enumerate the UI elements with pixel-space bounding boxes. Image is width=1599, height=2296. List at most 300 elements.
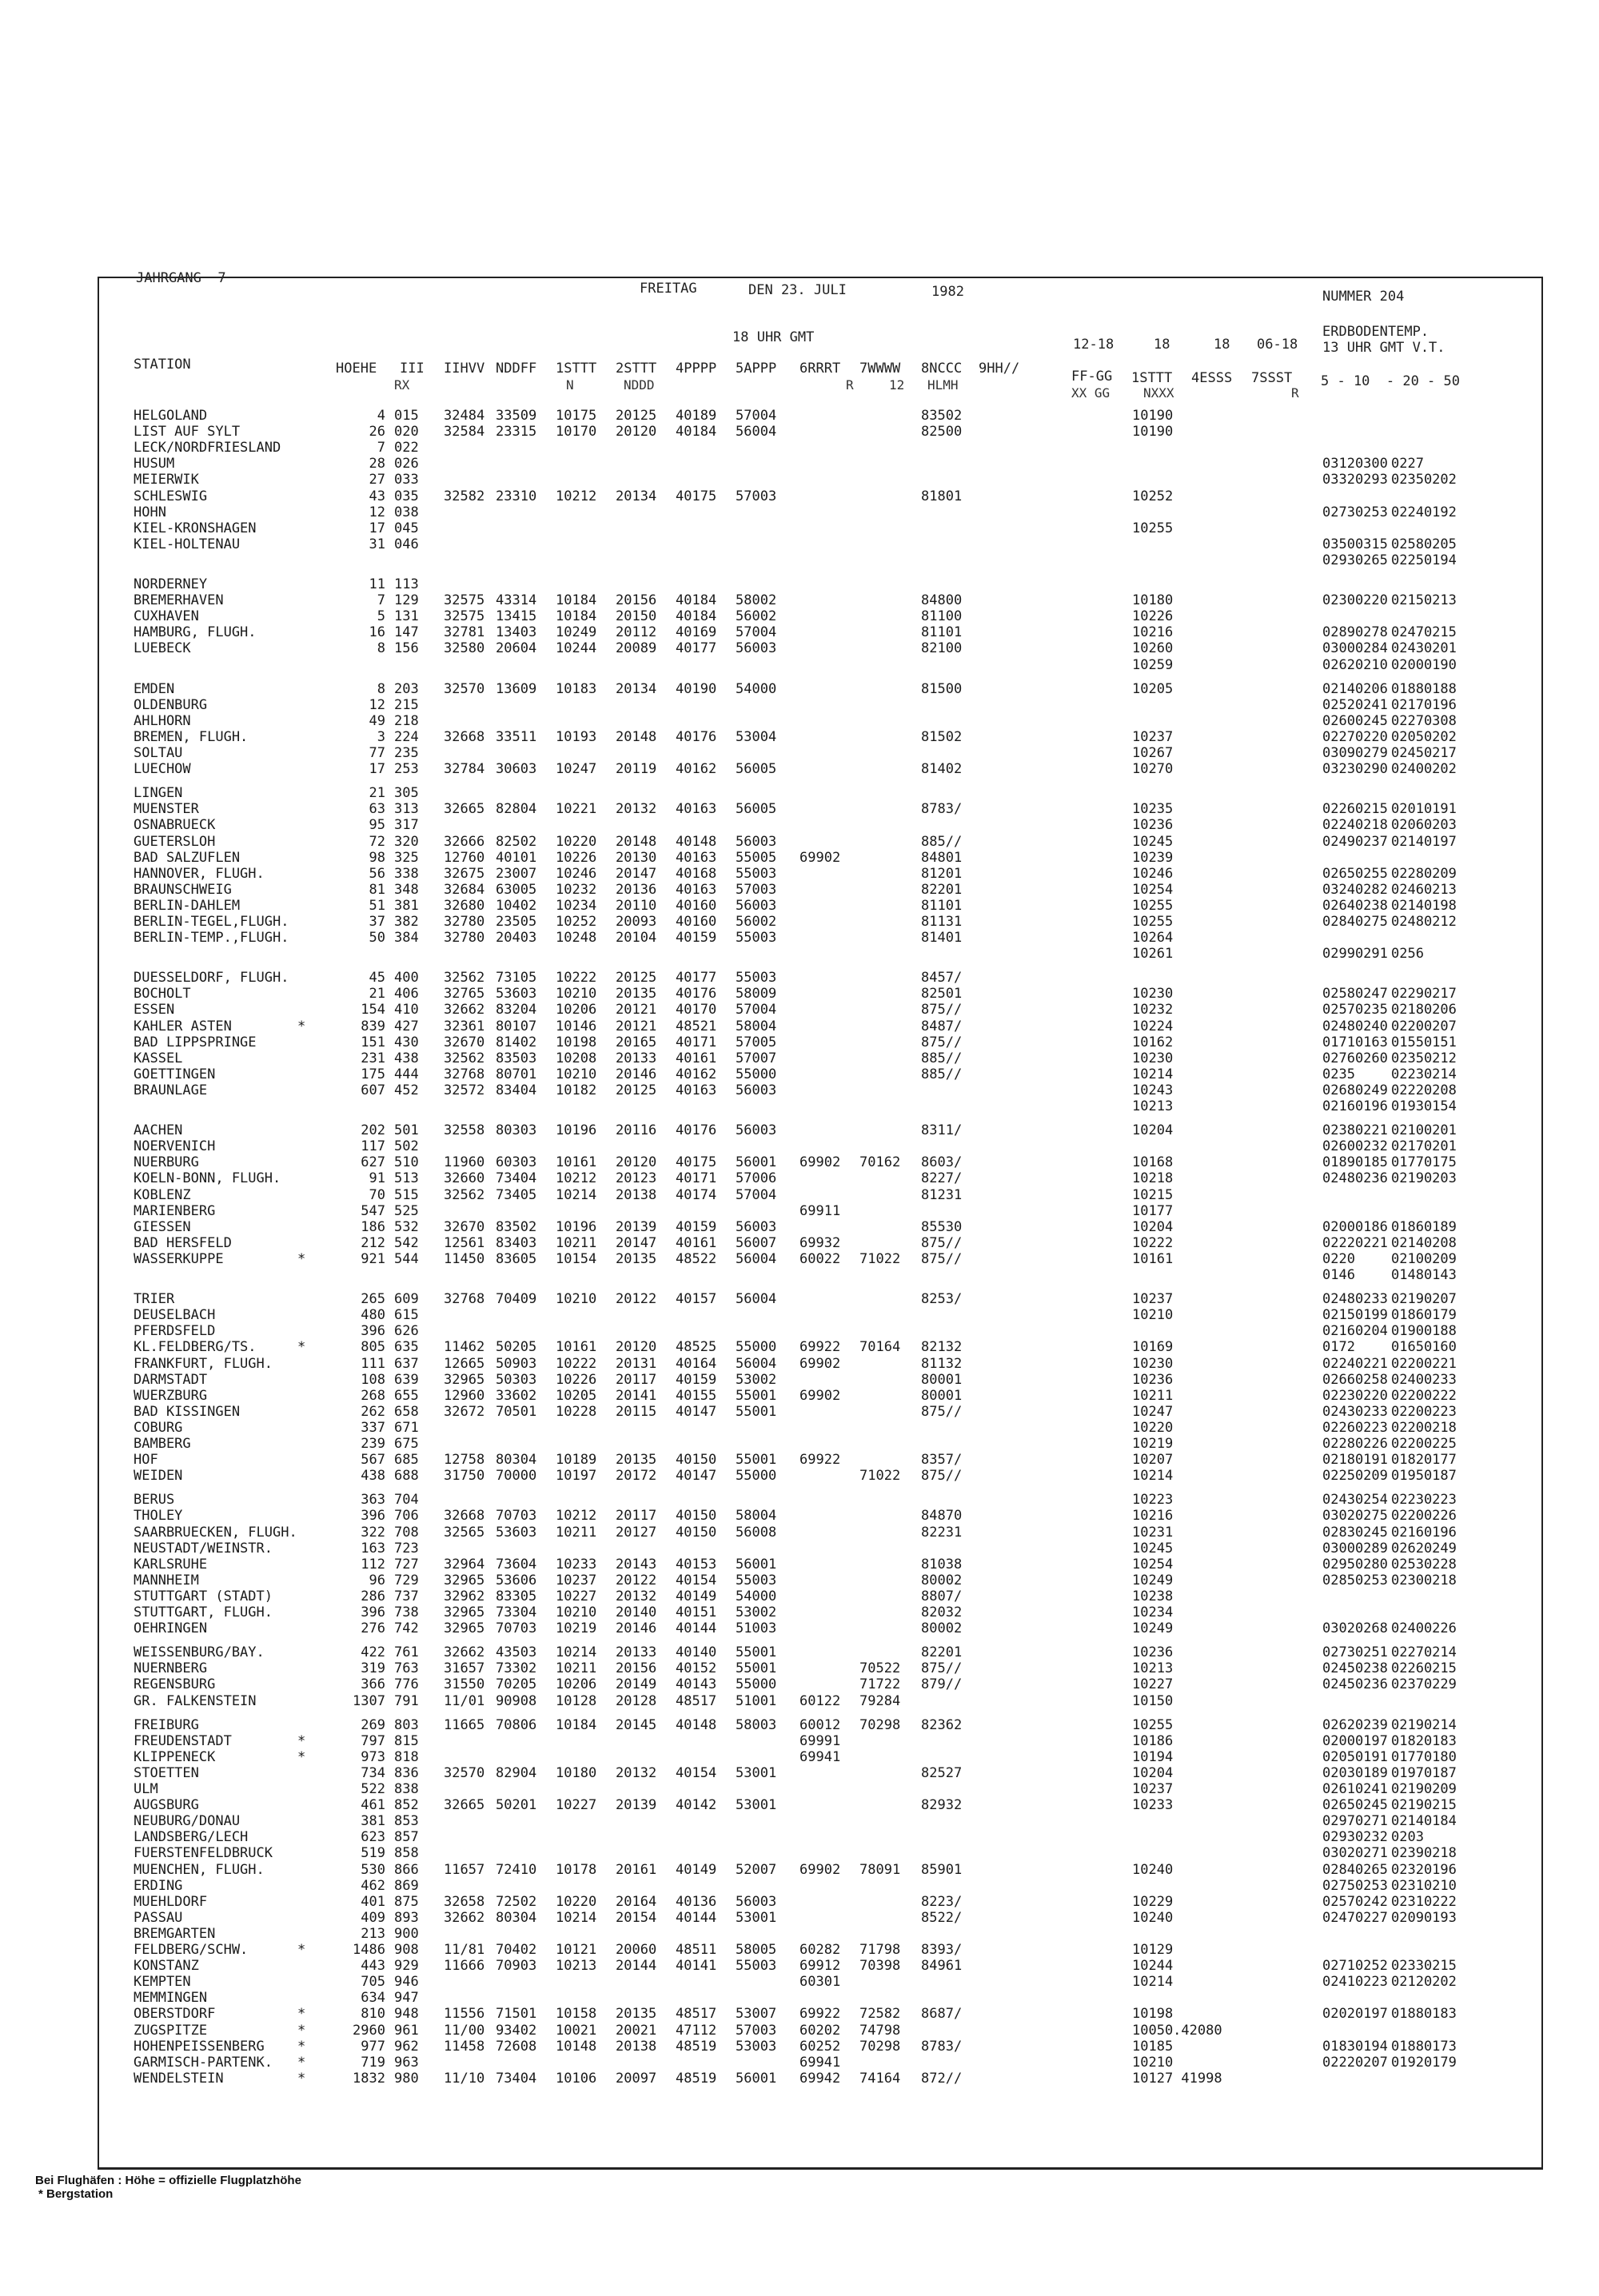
cell-value: 01880173 <box>1391 2039 1457 2055</box>
cell-value: 10218 <box>1132 1170 1174 1186</box>
cell-value: 55003 <box>736 930 777 946</box>
cell-value: 55000 <box>736 1339 777 1355</box>
cell-value: 56002 <box>736 914 777 930</box>
cell-value: 515 <box>394 1187 419 1203</box>
cell-hoehe: 81 <box>369 882 385 898</box>
cell-value: 55003 <box>736 1573 777 1588</box>
cell-value: 885// <box>921 1066 963 1082</box>
cell-value: 235 <box>394 745 419 761</box>
table-row <box>0 882 1599 898</box>
cell-value: 671 <box>394 1420 419 1436</box>
cell-station: PFERDSFELD <box>134 1323 216 1339</box>
cell-value: 03090279 <box>1322 745 1388 761</box>
table-row <box>0 504 1599 520</box>
cell-value: 10216 <box>1132 624 1174 640</box>
cell-value: 020 <box>394 424 419 440</box>
cell-station: KLIPPENECK <box>134 1749 216 1765</box>
table-row <box>0 424 1599 440</box>
cell-station: EMDEN <box>134 681 175 697</box>
cell-hoehe: 56 <box>369 866 385 882</box>
cell-station: BERLIN-TEGEL,FLUGH. <box>134 914 289 930</box>
cell-value: 02260215 <box>1322 801 1388 817</box>
cell-value: 20112 <box>616 624 657 640</box>
cell-value: 82804 <box>496 801 537 817</box>
cell-value: 20116 <box>616 1122 657 1138</box>
cell-value: 20133 <box>616 1050 657 1066</box>
cell-value: 02570235 <box>1322 1002 1388 1018</box>
cell-value: 10185 <box>1132 2039 1174 2055</box>
col-xx-gg: XX GG <box>1071 385 1111 401</box>
cell-station: BRAUNLAGE <box>134 1082 208 1098</box>
cell-value: 20110 <box>616 898 657 914</box>
cell-hoehe: 337 <box>361 1420 385 1436</box>
cell-value: 875// <box>921 1404 963 1420</box>
cell-value: 02240192 <box>1391 504 1457 520</box>
cell-value: 305 <box>394 785 419 801</box>
cell-value: 81502 <box>921 729 963 745</box>
cell-value: 10234 <box>556 898 597 914</box>
cell-value: 10249 <box>1132 1573 1174 1588</box>
cell-value: 03000284 <box>1322 640 1388 656</box>
cell-value: 10252 <box>556 914 597 930</box>
cell-value: 40144 <box>676 1910 717 1926</box>
time-label: 18 UHR GMT <box>732 329 815 345</box>
cell-value: 10252 <box>1132 488 1174 504</box>
cell-station: KOBLENZ <box>134 1187 191 1203</box>
cell-value: 10127 41998 <box>1132 2071 1222 2087</box>
cell-value: 32668 <box>444 729 485 745</box>
cell-value: 32484 <box>444 408 485 424</box>
cell-station: BOCHOLT <box>134 986 191 1002</box>
cell-value: 02580247 <box>1322 986 1388 1002</box>
table-row <box>0 817 1599 833</box>
cell-value: 84801 <box>921 850 963 866</box>
cell-value: 02470227 <box>1322 1910 1388 1926</box>
cell-value: 69911 <box>800 1203 841 1219</box>
cell-value: 10245 <box>1132 834 1174 850</box>
cell-value: 10233 <box>556 1557 597 1573</box>
cell-hoehe: 805 <box>361 1339 385 1355</box>
cell-value: 70000 <box>496 1468 537 1484</box>
table-row <box>0 624 1599 640</box>
table-row <box>0 785 1599 801</box>
col-nxxx: NXXX <box>1143 385 1174 401</box>
cell-value: 02480236 <box>1322 1170 1388 1186</box>
cell-hoehe: 401 <box>361 1894 385 1910</box>
cell-value: 615 <box>394 1307 419 1323</box>
cell-value: 20145 <box>616 1717 657 1733</box>
table-row <box>0 697 1599 713</box>
cell-value: 10210 <box>556 1604 597 1620</box>
cell-value: 83503 <box>496 1050 537 1066</box>
table-row <box>0 408 1599 424</box>
cell-value: 32670 <box>444 1034 485 1050</box>
cell-value: 313 <box>394 801 419 817</box>
col-06-18: 06-18 <box>1257 337 1298 353</box>
cell-value: 10205 <box>1132 681 1174 697</box>
cell-value: 10212 <box>556 1508 597 1524</box>
cell-hoehe: 319 <box>361 1660 385 1676</box>
cell-value: 32765 <box>444 986 485 1002</box>
cell-station: OEHRINGEN <box>134 1620 208 1636</box>
cell-value: 8522/ <box>921 1910 963 1926</box>
cell-value: 11960 <box>444 1154 485 1170</box>
cell-value: 48517 <box>676 1693 717 1709</box>
cell-value: 02200218 <box>1391 1420 1457 1436</box>
cell-value: 12758 <box>444 1452 485 1468</box>
cell-value: 69932 <box>800 1235 841 1251</box>
cell-value: 20156 <box>616 1660 657 1676</box>
cell-value: 32658 <box>444 1894 485 1910</box>
cell-value: 20021 <box>616 2023 657 2039</box>
table-row <box>0 1251 1599 1267</box>
cell-station: MUEHLDORF <box>134 1894 208 1910</box>
cell-value: 72608 <box>496 2039 537 2055</box>
cell-value: 32662 <box>444 1002 485 1018</box>
cell-value: 32558 <box>444 1122 485 1138</box>
table-row <box>0 1557 1599 1573</box>
table-row <box>0 1926 1599 1942</box>
cell-value: 875// <box>921 1660 963 1676</box>
cell-hoehe: 839 <box>361 1018 385 1034</box>
table-row <box>0 914 1599 930</box>
cell-value: 427 <box>394 1018 419 1034</box>
cell-value: 10226 <box>1132 608 1174 624</box>
cell-station: SCHLESWIG <box>134 488 208 504</box>
cell-station: ERDING <box>134 1878 183 1894</box>
cell-value: 80107 <box>496 1018 537 1034</box>
cell-value: 53603 <box>496 986 537 1002</box>
cell-hoehe: 810 <box>361 2006 385 2022</box>
cell-value: 40151 <box>676 1604 717 1620</box>
cell-value: 723 <box>394 1541 419 1557</box>
cell-value: 32662 <box>444 1644 485 1660</box>
cell-value: 02450236 <box>1322 1676 1388 1692</box>
col-hoehe: HOEHE <box>336 361 377 377</box>
table-row <box>0 1066 1599 1082</box>
mountain-station-marker: * <box>297 1942 306 1958</box>
cell-value: 55003 <box>736 866 777 882</box>
cell-hoehe: 212 <box>361 1235 385 1251</box>
cell-value: 02260215 <box>1391 1660 1457 1676</box>
cell-value: 11/81 <box>444 1942 485 1958</box>
cell-value: 203 <box>394 681 419 697</box>
cell-value: 02190215 <box>1391 1797 1457 1813</box>
cell-value: 32565 <box>444 1525 485 1541</box>
table-row <box>0 1170 1599 1186</box>
cell-value: 81132 <box>921 1356 963 1372</box>
cell-value: 400 <box>394 970 419 986</box>
cell-value: 10180 <box>556 1765 597 1781</box>
cell-value: 40176 <box>676 1122 717 1138</box>
cell-value: 02050191 <box>1322 1749 1388 1765</box>
cell-value: 40184 <box>676 608 717 624</box>
cell-value: 02950280 <box>1322 1557 1388 1573</box>
table-row <box>0 729 1599 745</box>
cell-value: 10204 <box>1132 1122 1174 1138</box>
cell-value: 23310 <box>496 488 537 504</box>
year-label: 1982 <box>931 284 964 300</box>
cell-value: 80001 <box>921 1388 963 1404</box>
cell-value: 10214 <box>1132 1468 1174 1484</box>
table-row <box>0 552 1599 568</box>
cell-station: KIEL-HOLTENAU <box>134 536 241 552</box>
cell-value: 02580205 <box>1391 536 1457 552</box>
cell-value: 57003 <box>736 882 777 898</box>
cell-value: 02140184 <box>1391 1813 1457 1829</box>
cell-value: 10222 <box>556 1356 597 1372</box>
cell-value: 73604 <box>496 1557 537 1573</box>
cell-value: 8457/ <box>921 970 963 986</box>
cell-value: 045 <box>394 520 419 536</box>
cell-value: 01860189 <box>1391 1219 1457 1235</box>
cell-value: 0172 <box>1322 1339 1355 1355</box>
cell-hoehe: 366 <box>361 1676 385 1692</box>
cell-station: NEUSTADT/WEINSTR. <box>134 1541 273 1557</box>
cell-hoehe: 381 <box>361 1813 385 1829</box>
cell-value: 02840265 <box>1322 1862 1388 1878</box>
cell-value: 57003 <box>736 2023 777 2039</box>
cell-value: 40189 <box>676 408 717 424</box>
cell-value: 40148 <box>676 1717 717 1733</box>
cell-value: 83403 <box>496 1235 537 1251</box>
cell-value: 69922 <box>800 1339 841 1355</box>
table-row <box>0 1910 1599 1926</box>
cell-value: 40163 <box>676 1082 717 1098</box>
cell-value: 40175 <box>676 1154 717 1170</box>
cell-value: 02270220 <box>1322 729 1388 745</box>
cell-value: 10214 <box>556 1187 597 1203</box>
cell-hoehe: 519 <box>361 1845 385 1861</box>
cell-value: 10154 <box>556 1251 597 1267</box>
cell-value: 113 <box>394 576 419 592</box>
table-row <box>0 1492 1599 1508</box>
cell-value: 81201 <box>921 866 963 882</box>
cell-hoehe: 108 <box>361 1372 385 1388</box>
cell-value: 32780 <box>444 914 485 930</box>
table-row <box>0 1693 1599 1709</box>
cell-value: 32768 <box>444 1291 485 1307</box>
cell-value: 10249 <box>1132 1620 1174 1636</box>
cell-value: 80701 <box>496 1066 537 1082</box>
cell-station: AACHEN <box>134 1122 183 1138</box>
table-row <box>0 834 1599 850</box>
cell-value: 763 <box>394 1660 419 1676</box>
cell-value: 02220221 <box>1322 1235 1388 1251</box>
table-row <box>0 1862 1599 1878</box>
cell-value: 70402 <box>496 1942 537 1958</box>
cell-hoehe: 363 <box>361 1492 385 1508</box>
cell-hoehe: 567 <box>361 1452 385 1468</box>
cell-value: 818 <box>394 1749 419 1765</box>
cell-value: 10180 <box>1132 592 1174 608</box>
cell-value: 02650245 <box>1322 1797 1388 1813</box>
cell-value: 48517 <box>676 2006 717 2022</box>
cell-value: 900 <box>394 1926 419 1942</box>
cell-value: 10238 <box>1132 1588 1174 1604</box>
cell-value: 70164 <box>859 1339 901 1355</box>
cell-value: 48519 <box>676 2039 717 2055</box>
cell-value: 20403 <box>496 930 537 946</box>
cell-value: 40154 <box>676 1573 717 1588</box>
col-station: STATION <box>134 357 191 373</box>
cell-value: 20135 <box>616 1251 657 1267</box>
cell-value: 83502 <box>496 1219 537 1235</box>
cell-station: LINGEN <box>134 785 183 801</box>
cell-value: 40190 <box>676 681 717 697</box>
table-row <box>0 1235 1599 1251</box>
cell-value: 40140 <box>676 1644 717 1660</box>
cell-hoehe: 231 <box>361 1050 385 1066</box>
table-row <box>0 1154 1599 1170</box>
cell-value: 11665 <box>444 1717 485 1733</box>
cell-value: 20144 <box>616 1958 657 1974</box>
mountain-station-marker: * <box>297 2023 306 2039</box>
cell-value: 20127 <box>616 1525 657 1541</box>
table-row <box>0 1219 1599 1235</box>
cell-value: 71501 <box>496 2006 537 2022</box>
cell-hoehe: 322 <box>361 1525 385 1541</box>
cell-value: 20128 <box>616 1693 657 1709</box>
cell-value: 708 <box>394 1525 419 1541</box>
cell-value: 20120 <box>616 424 657 440</box>
table-row <box>0 536 1599 552</box>
cell-value: 02000197 <box>1322 1733 1388 1749</box>
cell-value: 01820183 <box>1391 1733 1457 1749</box>
cell-value: 12760 <box>444 850 485 866</box>
cell-value: 82032 <box>921 1604 963 1620</box>
cell-value: 02250194 <box>1391 552 1457 568</box>
cell-station: LIST AUF SYLT <box>134 424 241 440</box>
cell-value: 81038 <box>921 1557 963 1573</box>
cell-value: 02180206 <box>1391 1002 1457 1018</box>
cell-value: 875// <box>921 1251 963 1267</box>
cell-value: 742 <box>394 1620 419 1636</box>
cell-value: 01650160 <box>1391 1339 1457 1355</box>
cell-value: 02570242 <box>1322 1894 1388 1910</box>
cell-value: 56004 <box>736 424 777 440</box>
cell-value: 58002 <box>736 592 777 608</box>
cell-value: 20121 <box>616 1002 657 1018</box>
cell-value: 32582 <box>444 488 485 504</box>
cell-value: 55000 <box>736 1676 777 1692</box>
cell-value: 83305 <box>496 1588 537 1604</box>
table-row <box>0 1203 1599 1219</box>
cell-value: 10204 <box>1132 1765 1174 1781</box>
cell-value: 69942 <box>800 2071 841 2087</box>
cell-station: MANNHEIM <box>134 1573 199 1588</box>
cell-station: KONSTANZ <box>134 1958 199 1974</box>
cell-value: 544 <box>394 1251 419 1267</box>
cell-value: 10186 <box>1132 1733 1174 1749</box>
col-r2: R <box>1291 385 1299 401</box>
cell-value: 02230220 <box>1322 1388 1388 1404</box>
cell-value: 02620239 <box>1322 1717 1388 1733</box>
table-row <box>0 2071 1599 2087</box>
cell-value: 70398 <box>859 1958 901 1974</box>
cell-value: 69922 <box>800 1452 841 1468</box>
table-row <box>0 440 1599 456</box>
cell-value: 10194 <box>1132 1749 1174 1765</box>
cell-hoehe: 43 <box>369 488 385 504</box>
cell-value: 10267 <box>1132 745 1174 761</box>
cell-value: 20132 <box>616 801 657 817</box>
cell-value: 02830245 <box>1322 1525 1388 1541</box>
cell-value: 82100 <box>921 640 963 656</box>
cell-value: 32965 <box>444 1573 485 1588</box>
cell-station: BREMERHAVEN <box>134 592 224 608</box>
table-row <box>0 1018 1599 1034</box>
cell-value: 10178 <box>556 1862 597 1878</box>
cell-value: 56008 <box>736 1525 777 1541</box>
cell-value: 60282 <box>800 1942 841 1958</box>
cell-value: 869 <box>394 1878 419 1894</box>
cell-value: 32662 <box>444 1910 485 1926</box>
cell-value: 02020197 <box>1322 2006 1388 2022</box>
table-row <box>0 1291 1599 1307</box>
cell-value: 01930154 <box>1391 1098 1457 1114</box>
cell-station: CUXHAVEN <box>134 608 199 624</box>
cell-value: 10259 <box>1132 657 1174 673</box>
cell-value: 20089 <box>616 640 657 656</box>
cell-value: 8807/ <box>921 1588 963 1604</box>
cell-value: 03500315 <box>1322 536 1388 552</box>
cell-station: KIEL-KRONSHAGEN <box>134 520 257 536</box>
cell-value: 60301 <box>800 1974 841 1990</box>
cell-value: 40148 <box>676 834 717 850</box>
cell-hoehe: 269 <box>361 1717 385 1733</box>
cell-value: 20138 <box>616 2039 657 2055</box>
cell-value: 56003 <box>736 1082 777 1098</box>
cell-value: 0256 <box>1391 946 1424 962</box>
cell-station: SOLTAU <box>134 745 183 761</box>
cell-value: 40184 <box>676 592 717 608</box>
cell-value: 20148 <box>616 729 657 745</box>
table-row <box>0 472 1599 488</box>
cell-value: 946 <box>394 1974 419 1990</box>
cell-value: 57004 <box>736 408 777 424</box>
cell-value: 03020271 <box>1322 1845 1388 1861</box>
cell-value: 026 <box>394 456 419 472</box>
cell-value: 20125 <box>616 970 657 986</box>
cell-value: 02200226 <box>1391 1508 1457 1524</box>
cell-value: 69991 <box>800 1733 841 1749</box>
cell-value: 73404 <box>496 2071 537 2087</box>
cell-value: 50903 <box>496 1356 537 1372</box>
cell-value: 542 <box>394 1235 419 1251</box>
cell-value: 704 <box>394 1492 419 1508</box>
cell-value: 80002 <box>921 1620 963 1636</box>
col-1sttt-b: 1STTT <box>1131 370 1173 386</box>
cell-value: 40171 <box>676 1034 717 1050</box>
cell-station: HUSUM <box>134 456 175 472</box>
cell-value: 022 <box>394 440 419 456</box>
cell-station: PASSAU <box>134 1910 183 1926</box>
cell-value: 74164 <box>859 2071 901 2087</box>
cell-value: 02400226 <box>1391 1620 1457 1636</box>
cell-value: 82201 <box>921 882 963 898</box>
cell-value: 56003 <box>736 898 777 914</box>
cell-value: 02230223 <box>1391 1492 1457 1508</box>
cell-value: 60252 <box>800 2039 841 2055</box>
cell-value: 53001 <box>736 1797 777 1813</box>
cell-value: 69912 <box>800 1958 841 1974</box>
cell-hoehe: 286 <box>361 1588 385 1604</box>
cell-value: 32584 <box>444 424 485 440</box>
cell-value: 83204 <box>496 1002 537 1018</box>
cell-value: 12561 <box>444 1235 485 1251</box>
table-row <box>0 1813 1599 1829</box>
